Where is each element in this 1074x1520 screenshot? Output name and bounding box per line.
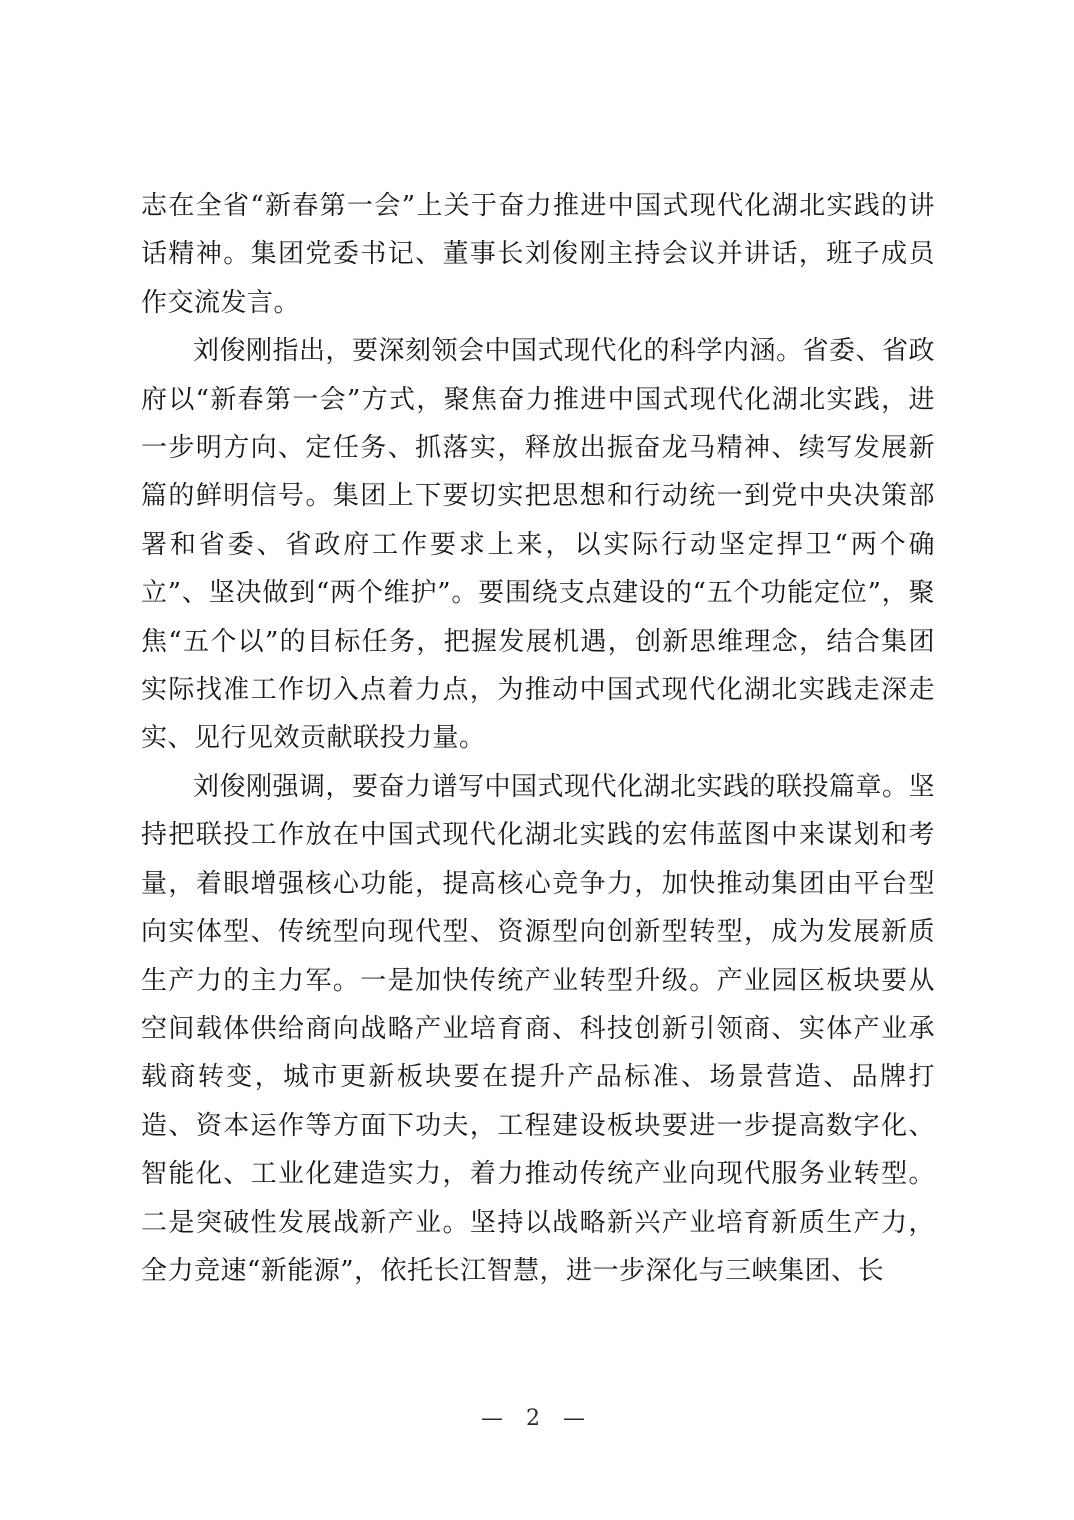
page-number: — 2 — xyxy=(481,1406,593,1431)
paragraph: 刘俊刚强调，要奋力谱写中国式现代化湖北实践的联投篇章。坚持把联投工作放在中国式现代化湖北实践的宏伟蓝图中来谋划和考量，着眼增强核心功能，提高核心竞争力，加快推动集团由平台型向实体型、传统型向现代型、资源型向创新型转型，成为发展新质生产力的主力军。一是加快传统产业转型升级。产业园区板块要从空间载体供给商向战略产业培育商、科技创新引领商、实体产业承载商转变，城市更新板块要在提升产品标准、场景营造、品牌打造、资本运作等方面下功夫，工程建设板块要进一步提高数字化、智能化、工业化建造实力，着力推动传统产业向现代服务业转型。二是突破性发展战新产业。坚持以战略新兴产业培育新质生产力，全力竞速“新能源”，依托长江智慧，进一步深化与三峡集团、长 xyxy=(141,771,936,1286)
paragraph: 志在全省“新春第一会”上关于奋力推进中国式现代化湖北实践的讲话精神。集团党委书记、董事长刘俊刚主持会议并讲话，班子成员作交流发言。 xyxy=(141,191,935,318)
document-body xyxy=(141,182,935,1295)
paragraph: 刘俊刚指出，要深刻领会中国式现代化的科学内涵。省委、省政府以“新春第一会”方式，聚焦奋力推进中国式现代化湖北实践，进一步明方向、定任务、抓落实，释放出振奋龙马精神、续写发展新篇的鲜明信号。集团上下要切实把思想和行动统一到党中央决策部署和省委、省政府工作要求上来，以实际行动坚定捍卫“两个确立”、坚决做到“两个维护”。要围绕支点建设的“五个功能定位”，聚焦“五个以”的目标任务，把握发展机遇，创新思维理念，结合集团实际找准工作切入点着力点，为推动中国式现代化湖北实践走深走实、见行见效贡献联投力量。 xyxy=(141,336,936,754)
